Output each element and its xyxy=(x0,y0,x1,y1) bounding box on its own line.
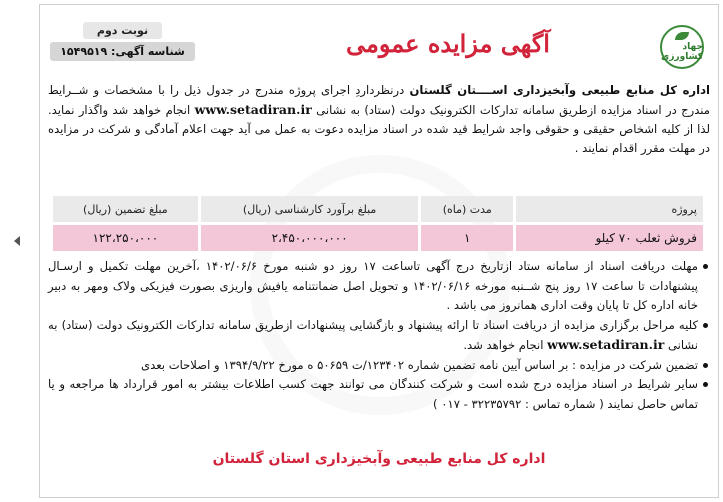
organization-name: اداره کل منابع طبیعی وآبخیزداری اســــتان گلستان xyxy=(409,83,710,97)
logo-text: جهاد کشاورزی xyxy=(661,42,703,62)
list-item-deadlines: مهلت دریافت اسناد از سامانه ستاد ازتاریخ درج آگهی تاساعت ۱۷ روز دو شنبه مورخ ۱۴۰۲/۰۶/۶ ،آخرین مهلت تکمیل و ارسـال پیشنهادات تا ساعت ۱۷ روز پنج شــنبه مورخه ۱۴۰۲/۰۶/۱۶ و تحویل اصل ضمانتنامه یافیش واریزی بصورت فیزیکی ولاک ومهر به دبیر خانه اداره کل تا پایان وقت اداری همانروز می باشد . xyxy=(48,257,710,316)
previous-page-arrow-icon[interactable] xyxy=(14,236,20,246)
list-item-guarantee: تضمین شرکت در مزایده : بر اساس آیین نامه تضمین شماره ۱۲۳۴۰۲/ت ۵۰۶۵۹ ه مورخ ۱۳۹۴/۹/۲۲ و اصلاحات بعدی xyxy=(48,356,710,376)
header-project: پروژه xyxy=(516,196,703,222)
round-badge: نوبت دوم xyxy=(83,22,162,39)
table-header-row xyxy=(53,196,703,222)
cell-guarantee: ۱۲۲،۲۵۰،۰۰۰ xyxy=(53,225,198,251)
conditions-list xyxy=(48,257,710,414)
list-item-process xyxy=(48,316,710,356)
header-estimate: مبلغ برآورد کارشناسی (ریال) xyxy=(201,196,419,222)
intro-text-2: انجام خواهد شد واگذار نماید. لذا از کلیه اشخاص حقیقی و حقوقی واجد شرایط قید شده در اسناد مزایده دعوت به عمل می آید جهت اعلام آمادگی و شرکت در مزایده در مهلت مقرر اقدام نمایند . xyxy=(48,103,710,155)
page-title: آگهی مزایده عمومی xyxy=(346,29,550,58)
intro-paragraph xyxy=(48,81,710,158)
notice-id-badge: شناسه آگهی: ۱۵۴۹۵۱۹ xyxy=(50,42,195,61)
organization-logo xyxy=(660,25,704,69)
header-guarantee: مبلغ تضمین (ریال) xyxy=(53,196,198,222)
cell-estimate: ۲،۴۵۰،۰۰۰،۰۰۰ xyxy=(201,225,419,251)
header-duration: مدت (ماه) xyxy=(421,196,513,222)
process-url: www.setadiran.ir xyxy=(547,337,665,352)
cell-project: فروش ثعلب ۷۰ کیلو xyxy=(516,225,703,251)
leaf-icon xyxy=(675,32,689,40)
process-text-b: انجام خواهد شد. xyxy=(463,338,548,352)
list-item-other: سایر شرایط در اسناد مزایده درج شده است و شرکت کنندگان می توانند جهت کسب اطلاعات بیشتر به امور قرارداد ها مراجعه و یا تماس حاصل نمایند ( شماره تماس : ۳۲۲۳۵۷۹۲ - ۰۱۷ ) xyxy=(48,375,710,414)
notice-info xyxy=(50,19,195,61)
process-text-a: کلیه مراحل برگزاری مزایده از دریافت اسناد تا ارائه پیشنهاد و بازگشایی پیشنهادات ازطریق سامانه تدارکات الکترونیک دولت (ستاد) به نشانی xyxy=(48,317,698,352)
intro-text-1: درنظرداردِ اجرای پروژه مندرج در جدول ذیل را با مشخصات و شــرایط مندرج در اسناد مزایده ازطریق سامانه تدارکات الکترونیک دولت (ستاد) به نشانی xyxy=(48,83,710,117)
items-table xyxy=(50,193,706,254)
intro-url: www.setadiran.ir xyxy=(194,102,312,117)
cell-duration: ۱ xyxy=(421,225,513,251)
advertisement-sheet xyxy=(39,4,719,498)
table-row xyxy=(53,225,703,251)
footer-organization: اداره کل منابع طبیعی وآبخیزداری استان گلستان xyxy=(212,451,546,467)
